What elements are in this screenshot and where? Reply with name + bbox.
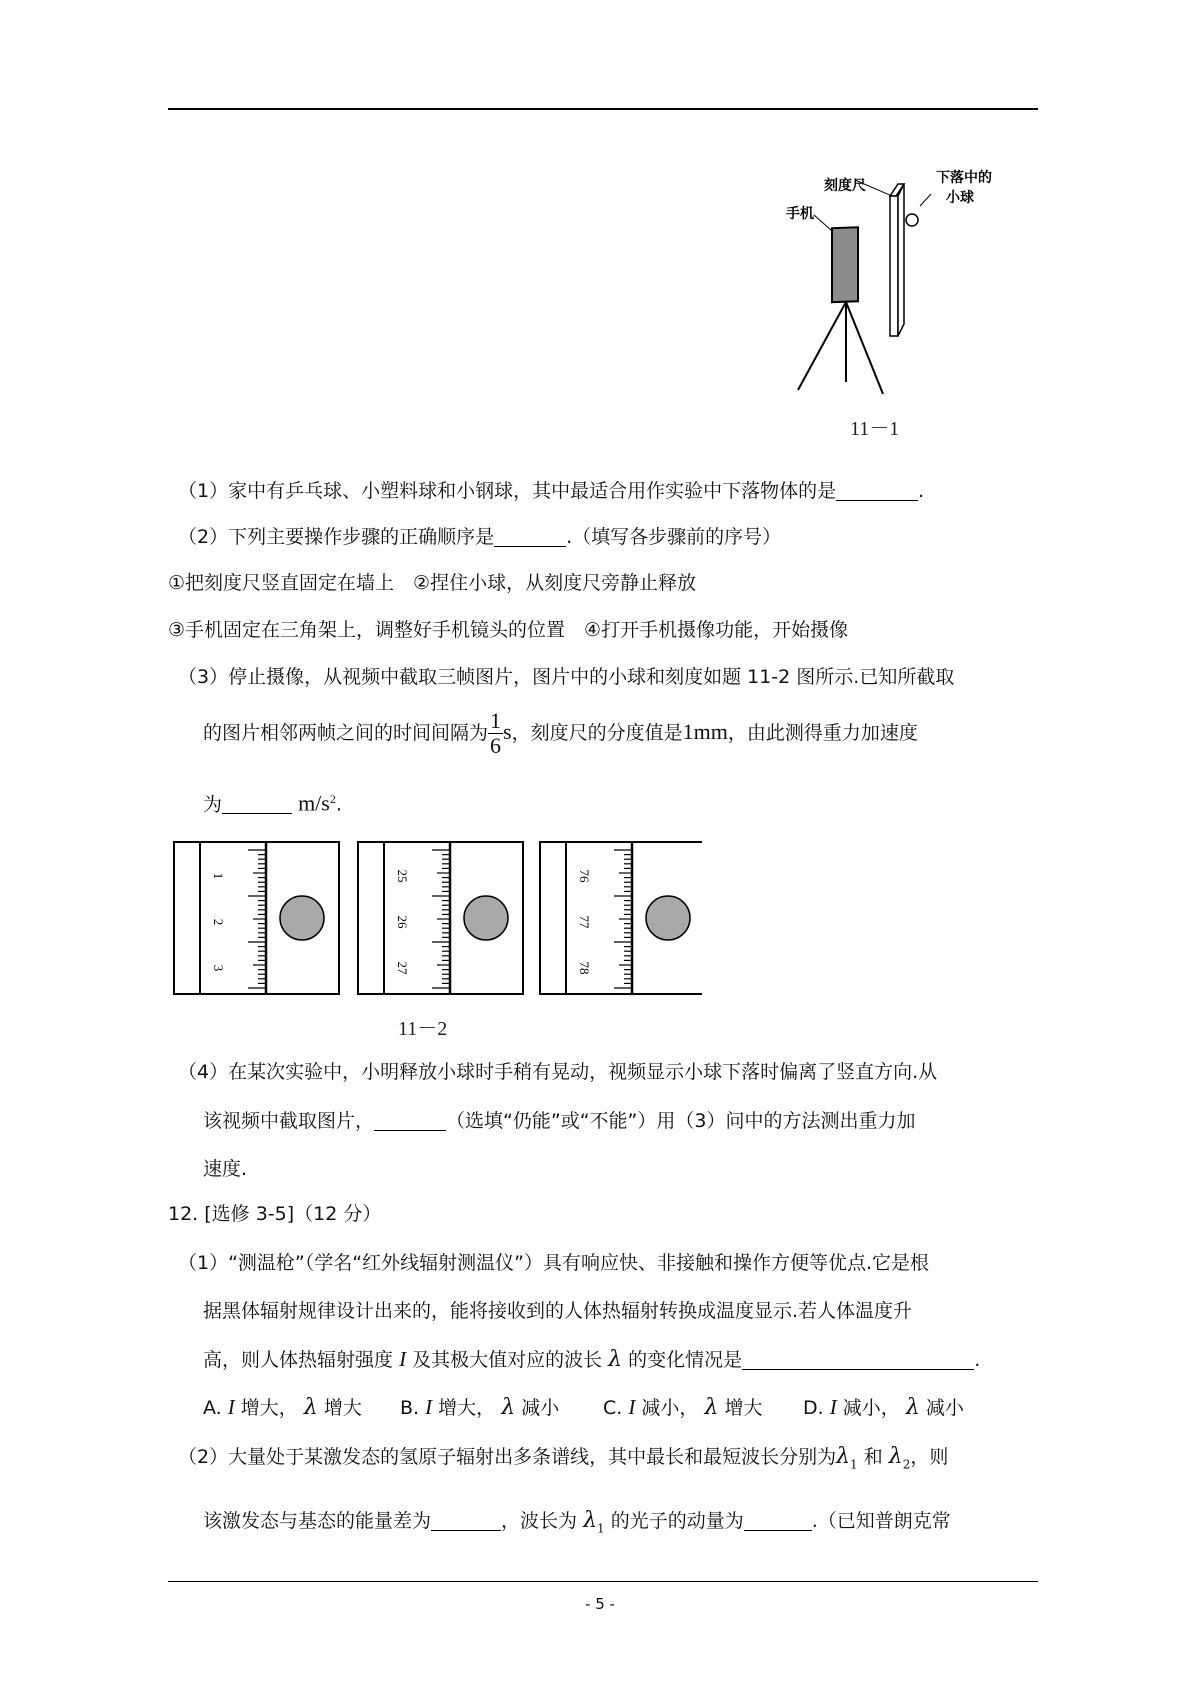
page-number: - 5 - xyxy=(585,1595,615,1613)
ruler-frame xyxy=(358,842,523,994)
ruler-tick-label: 77 xyxy=(577,915,592,929)
q12-part1-b: 据黑体辐射规律设计出来的，能将接收到的人体热辐射转换成温度显示.若人体温度升 xyxy=(203,1300,913,1322)
ruler-tick-label: 25 xyxy=(395,869,410,883)
q11-part4-b: 该视频中截取图片， （选填“仍能”或“不能”）用（3）问中的方法测出重力加 xyxy=(203,1110,916,1132)
q11-part4-a: （4）在某次实验中，小明释放小球时手稍有晃动，视频显示小球下落时偏离了竖直方向.从 xyxy=(178,1061,938,1083)
answer-blank[interactable] xyxy=(744,1510,812,1531)
q11-part3-a: （3）停止摄像，从视频中截取三帧图片，图片中的小球和刻度如题 11-2 图所示.已知所截取 xyxy=(178,666,955,688)
q11-part2: （2）下列主要操作步骤的正确顺序是 .（填写各步骤前的序号） xyxy=(178,526,782,548)
ruler-label: 刻度尺 xyxy=(824,178,866,194)
ball-label-2: 小球 xyxy=(946,190,974,206)
q12-part1-c: 高，则人体热辐射强度 I 及其极大值对应的波长 λ 的变化情况是 . xyxy=(203,1347,981,1372)
ruler-tick-label: 78 xyxy=(577,961,592,975)
ruler-tick-label: 1 xyxy=(211,872,226,880)
ball-icon xyxy=(646,896,690,940)
phone-label: 手机 xyxy=(786,206,814,222)
answer-blank[interactable] xyxy=(836,480,918,501)
q12-options xyxy=(203,1394,964,1421)
q11-part4-c: 速度. xyxy=(203,1158,248,1180)
ball-icon xyxy=(280,896,324,940)
ruler-tick-label: 2 xyxy=(211,918,226,926)
option-d[interactable]: D. I 减小， λ 减小 xyxy=(803,1395,964,1420)
answer-blank[interactable] xyxy=(222,793,292,814)
falling-ball-icon xyxy=(906,214,918,226)
q11-part3-b: 的图片相邻两帧之间的时间间隔为 $\frac{1}{6}$ s，刻度尺的分度值是1mm，由此测得重力加速度 xyxy=(203,708,918,758)
ruler-tick-label: 27 xyxy=(395,961,410,975)
ball-label-1: 下落中的 xyxy=(936,170,992,186)
answer-blank[interactable] xyxy=(431,1510,501,1531)
q12-part2-a: （2）大量处于某激发态的氢原子辐射出多条谱线，其中最长和最短波长分别为$\lambda_1$ 和 $\lambda_2$，则 xyxy=(178,1444,949,1472)
figure-11-1-caption: 11－1 xyxy=(850,418,900,440)
ruler-tick-label: 76 xyxy=(577,869,592,883)
footer-rule xyxy=(168,1581,1038,1582)
q11-part3-c: 为 $m/s^2$. xyxy=(203,790,342,816)
ball-icon xyxy=(464,896,508,940)
ruler-tick-label: 26 xyxy=(395,915,410,929)
figure-11-1 xyxy=(780,160,1020,440)
figure-11-2 xyxy=(172,840,702,1040)
header-rule xyxy=(168,108,1038,110)
answer-blank[interactable] xyxy=(494,526,566,547)
q11-part1: （1）家中有乒乓球、小塑料球和小钢球，其中最适合用作实验中下落物体的是 . xyxy=(178,480,925,502)
q12-part1-a: （1）“测温枪”（学名“红外线辐射测温仪”）具有响应快、非接触和操作方便等优点.它是根 xyxy=(178,1252,930,1274)
time-interval-fraction: $\frac{1}{6}$ xyxy=(490,708,502,758)
tripod-icon xyxy=(798,302,883,394)
answer-blank[interactable] xyxy=(742,1349,974,1370)
ruler-tick-label: 3 xyxy=(211,964,226,972)
q11-steps-2: ③手机固定在三角架上，调整好手机镜头的位置 ④打开手机摄像功能，开始摄像 xyxy=(168,619,849,641)
ruler-frame xyxy=(540,842,702,994)
q12-part2-b: 该激发态与基态的能量差为 ，波长为 $\lambda_1$ 的光子的动量为 .（已知普朗克常 xyxy=(203,1508,951,1536)
answer-blank[interactable] xyxy=(374,1110,446,1131)
figure-11-2-caption: 11－2 xyxy=(398,1018,448,1040)
ruler-frame xyxy=(174,842,339,994)
q11-steps-1: ①把刻度尺竖直固定在墙上 ②捏住小球，从刻度尺旁静止释放 xyxy=(168,572,697,594)
option-c[interactable]: C. I 减小， λ 增大 xyxy=(603,1395,763,1420)
option-a[interactable]: A. I 增大， λ 增大 xyxy=(203,1395,362,1420)
q12-title: 12. [选修 3-5]（12 分） xyxy=(168,1203,382,1225)
option-b[interactable]: B. I 增大， λ 减小 xyxy=(400,1395,560,1420)
phone-icon xyxy=(832,227,858,302)
